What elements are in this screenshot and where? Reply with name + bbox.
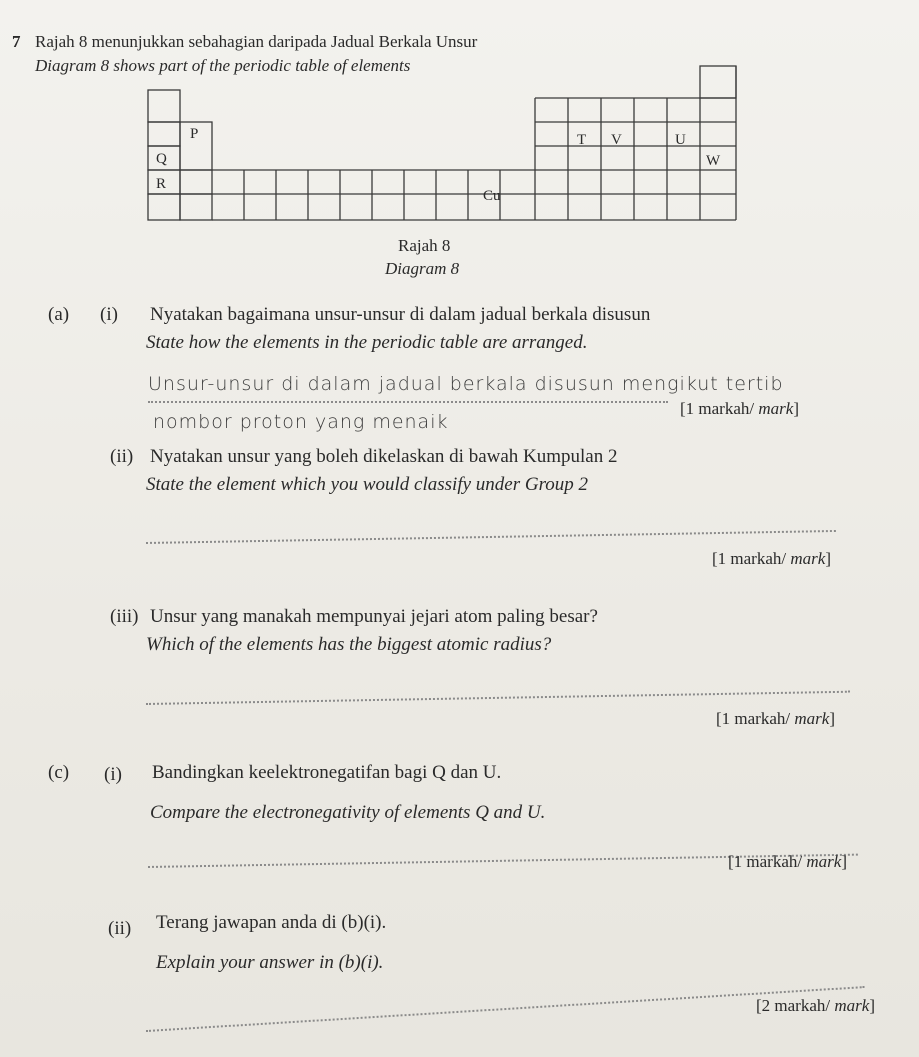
part-c-i-question-english: Compare the electronegativity of elements Q and U.: [150, 802, 546, 823]
cell-period5-group1: [148, 194, 180, 220]
part-a-ii-question-english: State the element which you would classify under Group 2: [146, 474, 589, 495]
element-r-label: R: [156, 176, 167, 192]
question-title-malay: Rajah 8 menunjukkan sebahagian daripada Jadual Berkala Unsur: [35, 32, 478, 51]
answer-line: [148, 401, 668, 403]
part-a-iii-label: (iii): [110, 606, 139, 627]
element-u-label: U: [675, 132, 686, 148]
part-a-ii-label: (ii): [110, 446, 134, 467]
diagram-caption-english: Diagram 8: [385, 259, 460, 278]
part-c-label: (c): [48, 762, 70, 783]
part-a-i-answer-line-2: nombor proton yang menaik: [153, 411, 449, 433]
question-title-english: Diagram 8 shows part of the periodic table of elements: [35, 56, 411, 75]
answer-line: [146, 691, 850, 705]
part-a-i-label: (i): [100, 304, 118, 325]
part-c-i-question-malay: Bandingkan keelektronegatifan bagi Q dan U.: [152, 762, 502, 783]
part-a-ii-marks: [1 markah/ mark]: [712, 549, 831, 568]
part-a-iii-question-malay: Unsur yang manakah mempunyai jejari atom paling besar?: [150, 606, 598, 627]
part-a-label: (a): [48, 304, 70, 325]
part-a-iii-question-english: Which of the elements has the biggest atomic radius?: [146, 634, 552, 655]
element-cu-label: Cu: [483, 188, 501, 204]
part-a-i-question-english: State how the elements in the periodic table are arranged.: [146, 332, 588, 353]
part-a-i-marks: [1 markah/ mark]: [680, 399, 799, 418]
part-a-i-answer-line-1: Unsur-unsur di dalam jadual berkala disusun mengikut tertib: [148, 373, 784, 395]
part-c-i-label: (i): [104, 764, 122, 785]
part-a-ii-question-malay: Nyatakan unsur yang boleh dikelaskan di bawah Kumpulan 2: [150, 446, 618, 467]
part-c-ii-label: (ii): [108, 918, 132, 939]
answer-line: [146, 530, 836, 544]
element-v-label: V: [611, 132, 622, 148]
part-a-i-question-malay: Nyatakan bagaimana unsur-unsur di dalam jadual berkala disusun: [150, 304, 651, 325]
periodic-table-diagram: [140, 58, 750, 230]
diagram-caption-malay: Rajah 8: [398, 236, 451, 255]
part-c-ii-question-english: Explain your answer in (b)(i).: [156, 952, 384, 973]
element-t-label: T: [577, 132, 587, 148]
element-w-label: W: [706, 153, 721, 169]
element-q-label: Q: [156, 151, 167, 167]
cell-period5-group2: [180, 194, 212, 220]
question-number: 7: [12, 32, 21, 51]
cell-period1-group1: [148, 90, 180, 122]
part-a-iii-marks: [1 markah/ mark]: [716, 709, 835, 728]
cell-period4-group2: [180, 170, 212, 194]
cell-period1-group18: [700, 66, 736, 98]
cell-period2-group1: [148, 122, 180, 146]
part-c-ii-marks: [2 markah/ mark]: [756, 996, 875, 1015]
part-c-i-marks: [1 markah/ mark]: [728, 852, 847, 871]
part-c-ii-question-malay: Terang jawapan anda di (b)(i).: [156, 912, 387, 933]
element-p-label: P: [190, 126, 199, 142]
